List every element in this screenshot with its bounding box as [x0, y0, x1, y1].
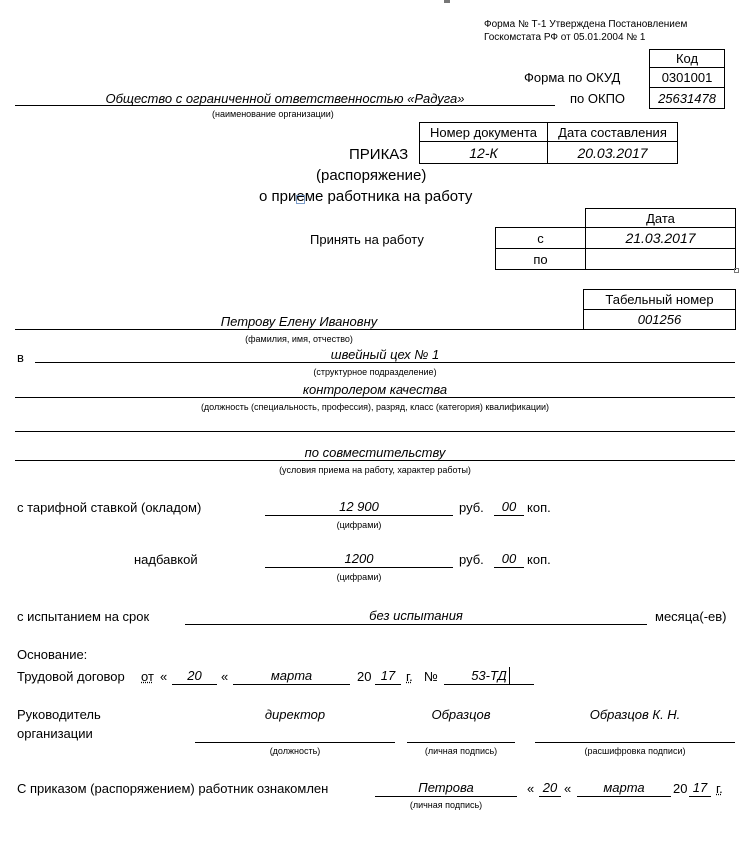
- bonus-kop-underline: [494, 567, 524, 568]
- contract-month: марта: [270, 668, 313, 683]
- order-subtitle: (распоряжение): [316, 167, 427, 184]
- contract-ot: от: [141, 669, 154, 684]
- contract-quote-open: «: [160, 669, 168, 684]
- contract-label: Трудовой договор: [17, 669, 125, 684]
- head-decode: Образцов К. Н.: [589, 707, 681, 722]
- acknowledge-day-underline: [539, 796, 561, 797]
- head-sign: Образцов: [431, 707, 491, 722]
- acknowledge-year: 17: [692, 780, 708, 795]
- rate-kop-underline: [494, 515, 524, 516]
- okpo-label: по ОКПО: [570, 91, 626, 106]
- contract-number-underline: [444, 684, 534, 685]
- organization-caption: (наименование организации): [212, 109, 334, 119]
- bonus-kop-value: 00: [501, 551, 517, 566]
- bonus-rub-label: руб.: [459, 552, 484, 567]
- form-approval-line1: Форма № Т-1 Утверждена Постановлением: [484, 19, 688, 30]
- head-label-line2: организации: [17, 726, 93, 741]
- contract-year-underline: [375, 684, 401, 685]
- kod-header: Код: [649, 49, 725, 68]
- hire-from-label: с: [495, 227, 586, 249]
- head-position-underline: [195, 742, 395, 743]
- probation-label: с испытанием на срок: [17, 609, 150, 624]
- hire-to-label: по: [495, 248, 586, 270]
- okpo-value: 25631478: [649, 87, 725, 109]
- rate-underline: [265, 515, 453, 516]
- head-position-caption: (должность): [269, 746, 321, 756]
- contract-quote-close: «: [221, 669, 229, 684]
- doc-number-header: Номер документа: [419, 122, 548, 142]
- hire-label: Принять на работу: [310, 232, 424, 247]
- acknowledge-sign: Петрова: [418, 780, 474, 795]
- acknowledge-sign-underline: [375, 796, 517, 797]
- rate-kop-value: 00: [501, 499, 517, 514]
- bonus-underline: [265, 567, 453, 568]
- rate-kop-label: коп.: [527, 500, 551, 515]
- contract-year-suffix: г.: [406, 669, 413, 684]
- head-label-line1: Руководитель: [17, 707, 101, 722]
- employee-name: Петрову Елену Ивановну: [220, 314, 378, 329]
- contract-year: 17: [380, 668, 396, 683]
- bonus-label: надбавкой: [134, 552, 198, 567]
- tab-number-value: 001256: [583, 309, 736, 330]
- doc-date-header: Дата составления: [547, 122, 678, 142]
- order-number: 12-К: [419, 141, 548, 164]
- employee-name-underline: [15, 329, 583, 330]
- acknowledge-day: 20: [542, 780, 558, 795]
- hire-from-value: 21.03.2017: [585, 227, 736, 249]
- acknowledge-quote-close: «: [564, 781, 572, 796]
- position-underline: [15, 397, 735, 398]
- head-decode-underline: [535, 742, 735, 743]
- position-caption: (должность (специальность, профессия), разряд, класс (категория) квалификации): [200, 402, 550, 412]
- in-label: в: [17, 350, 24, 365]
- move-handle-icon: [296, 195, 305, 204]
- acknowledge-month: марта: [603, 780, 645, 795]
- probation-underline: [185, 624, 647, 625]
- department-caption: (структурное подразделение): [313, 367, 437, 377]
- rate-label: с тарифной ставкой (окладом): [17, 500, 202, 515]
- department-underline: [35, 362, 735, 363]
- order-date: 20.03.2017: [547, 141, 678, 164]
- head-sign-underline: [407, 742, 515, 743]
- hire-date-header: Дата: [585, 208, 736, 228]
- probation-value: без испытания: [369, 608, 463, 623]
- acknowledge-sign-caption: (личная подпись): [409, 800, 483, 810]
- bonus-kop-label: коп.: [527, 552, 551, 567]
- bonus-digits-caption: (цифрами): [336, 572, 382, 582]
- acknowledge-year-suffix: г.: [716, 781, 723, 796]
- employee-name-caption: (фамилия, имя, отчество): [245, 334, 353, 344]
- acknowledge-quote-open: «: [527, 781, 535, 796]
- conditions-value: по совместительству: [304, 445, 446, 460]
- organization-underline: [15, 105, 555, 106]
- bonus-value: 1200: [344, 551, 374, 566]
- contract-day: 20: [187, 668, 202, 683]
- basis-label: Основание:: [17, 647, 88, 662]
- conditions-caption: (условия приема на работу, характер работы): [279, 465, 471, 475]
- probation-unit: месяца(-ев): [655, 609, 727, 624]
- rate-rub-label: руб.: [459, 500, 484, 515]
- position-name: контролером качества: [302, 382, 448, 397]
- conditions-underline: [15, 460, 735, 461]
- hire-to-value: [585, 248, 736, 270]
- acknowledge-year-underline: [689, 796, 711, 797]
- resize-handle-icon: [734, 268, 739, 273]
- tab-number-header: Табельный номер: [583, 289, 736, 310]
- contract-year-prefix: 20: [357, 669, 372, 684]
- acknowledge-year-prefix: 20: [673, 781, 688, 796]
- okud-label: Форма по ОКУД: [524, 70, 621, 85]
- acknowledge-month-underline: [577, 796, 671, 797]
- contract-number-sign: №: [424, 669, 438, 684]
- order-purpose: о приеме работника на работу: [259, 188, 473, 205]
- okud-value: 0301001: [649, 67, 725, 88]
- text-cursor: [509, 667, 510, 684]
- contract-day-underline: [172, 684, 217, 685]
- contract-month-underline: [233, 684, 350, 685]
- position-extra-line: [15, 431, 735, 432]
- acknowledge-label: С приказом (распоряжением) работник ознакомлен: [17, 781, 329, 796]
- head-position: директор: [264, 707, 326, 722]
- organization-name: Общество с ограниченной ответственностью «Радуга»: [105, 91, 465, 106]
- head-sign-caption: (личная подпись): [424, 746, 498, 756]
- department-name: швейный цех № 1: [330, 347, 440, 362]
- ruler-marker: [444, 0, 450, 3]
- head-decode-caption: (расшифровка подписи): [584, 746, 686, 756]
- order-title: ПРИКАЗ: [349, 146, 409, 163]
- form-approval-line2: Госкомстата РФ от 05.01.2004 № 1: [484, 32, 646, 43]
- rate-digits-caption: (цифрами): [336, 520, 382, 530]
- rate-value: 12 900: [339, 499, 379, 514]
- contract-number: 53-ТД: [471, 668, 507, 683]
